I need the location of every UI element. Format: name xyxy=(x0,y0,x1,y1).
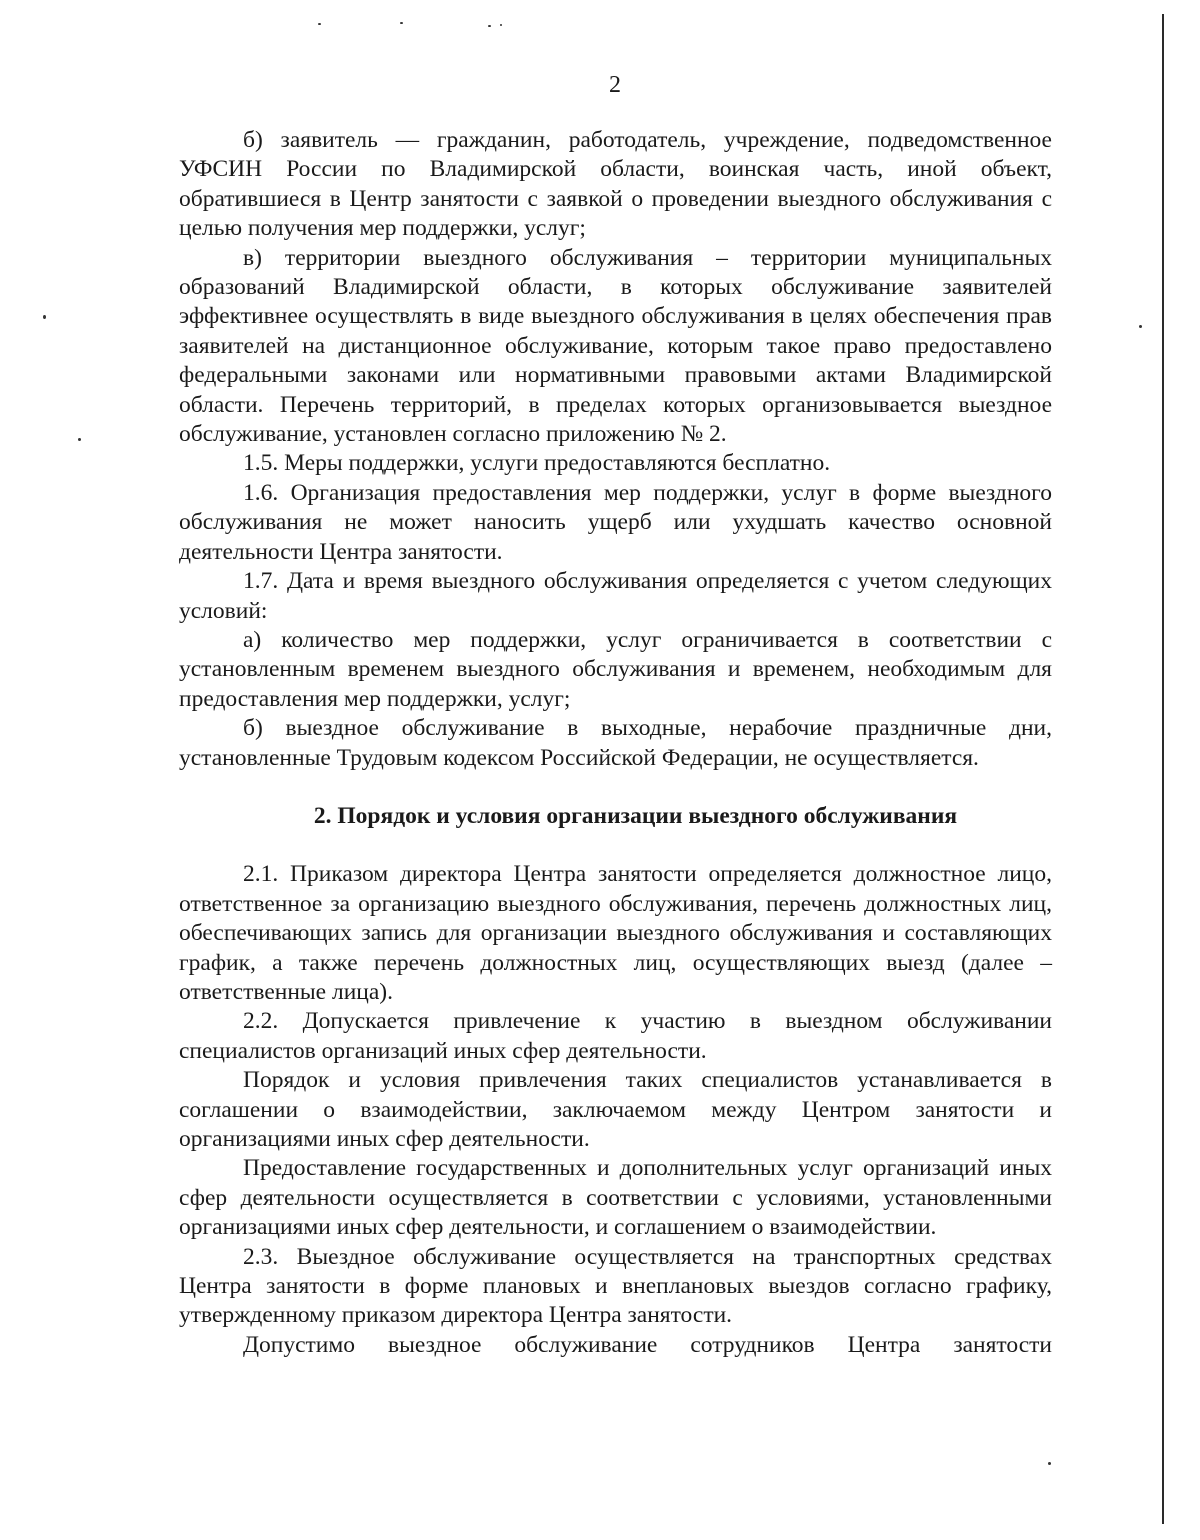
paragraph: 1.5. Меры поддержки, услуги предоставляются бесплатно. xyxy=(243,450,831,477)
document-body xyxy=(179,126,1052,1360)
paragraph: в) территории выездного обслуживания – территории муниципальных образований Владимирской области, в которых обслуживание заявителей эффективнее осуществлять в виде выездного обслуживания в целях обеспечения прав заявителей на дистанционное обслуживание, которым такое право предоставлено федеральными законами или нормативными правовыми актами Владимирской области. Перечень территорий, в пределах которых организовывается выездное обслуживание, установлен согласно приложению № 2. xyxy=(179,244,1052,448)
paragraph: б) заявитель — гражданин, работодатель, учреждение, подведомственное УФСИН России по Владимирской области, воинская часть, иной объект, обратившиеся в Центр занятости с заявкой о проведении выездного обслуживания с целью получения мер поддержки, услуг; xyxy=(179,127,1052,242)
scan-speck xyxy=(78,438,81,441)
scan-edge-line xyxy=(1162,14,1164,1524)
scan-speck xyxy=(500,24,502,26)
paragraph: 2.2. Допускается привлечение к участию в выездном обслуживании специалистов организаций иных сфер деятельности. xyxy=(179,1008,1052,1064)
scan-speck xyxy=(1048,1462,1051,1465)
scan-speck xyxy=(488,25,491,27)
scan-speck xyxy=(400,22,403,24)
paragraph: б) выездное обслуживание в выходные, нерабочие праздничные дни, установленные Трудовым кодексом Российской Федерации, не осуществляется. xyxy=(179,715,1052,771)
paragraph: 2.3. Выездное обслуживание осуществляется на транспортных средствах Центра занятости в форме плановых и внеплановых выездов согласно графику, утвержденному приказом директора Центра занятости. xyxy=(179,1243,1052,1329)
scan-speck xyxy=(318,23,321,25)
paragraph: Допустимо выездное обслуживание сотрудников Центра занятости xyxy=(243,1331,1052,1358)
scan-speck xyxy=(1139,325,1142,328)
paragraph: 1.6. Организация предоставления мер поддержки, услуг в форме выездного обслуживания не может наносить ущерб или ухудшать качество основной деятельности Центра занятости. xyxy=(179,479,1052,565)
paragraph: а) количество мер поддержки, услуг ограничивается в соответствии с установленным временем выездного обслуживания и временем, необходимым для предоставления мер поддержки, услуг; xyxy=(179,626,1052,712)
paragraph: 1.7. Дата и время выездного обслуживания определяется с учетом следующих условий: xyxy=(179,568,1052,624)
section-heading: 2. Порядок и условия организации выездного обслуживания xyxy=(313,802,958,829)
paragraph: Предоставление государственных и дополнительных услуг организаций иных сфер деятельности осуществляется в соответствии с условиями, установленными организациями иных сфер деятельности, и соглашением о взаимодействии. xyxy=(179,1155,1052,1241)
scan-speck xyxy=(43,315,46,319)
paragraph: Порядок и условия привлечения таких специалистов устанавливается в соглашении о взаимодействии, заключаемом между Центром занятости и организациями иных сфер деятельности. xyxy=(179,1067,1052,1152)
page-number: 2 xyxy=(609,72,621,98)
paragraph: 2.1. Приказом директора Центра занятости определяется должностное лицо, ответственное за организацию выездного обслуживания, перечень должностных лиц, обеспечивающих запись для организации выездного обслуживания и составляющих график, а также перечень должностных лиц, осуществляющих выезд (далее – ответственные лица). xyxy=(179,861,1052,1005)
